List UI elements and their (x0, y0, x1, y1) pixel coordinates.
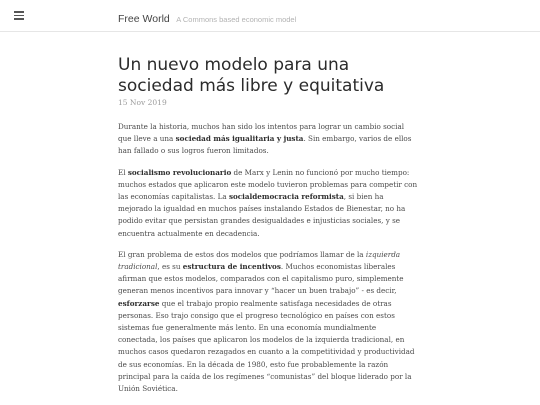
site-brand (118, 9, 296, 27)
site-tagline: A Commons based economic model (176, 15, 297, 24)
paragraph-3 (118, 249, 418, 395)
paragraph-1 (118, 121, 418, 158)
post-date: 15 Nov 2019 (118, 98, 167, 107)
text: de Marx y Lenin no funcionó por mucho tiempo: muchos estados que aplicaron este modelo tuvieron problemas para competir con las economías capitalistas. La (118, 167, 418, 202)
text: , es su (157, 262, 183, 272)
text: que el trabajo propio realmente satisfaga necesidades de otras personas. Eso trajo consigo que el progreso tecnológico en países con estos sistemas fue generalmente más lento. En una economía mundialmente conectada, los países que aplicaron los modelos de la izquierda tradicional, en muchos casos quedaron rezagados en cuanto a la competitividad y productividad de sus economías. En la década de 1980, esto fue probablemente la razón principal para la caída de los regímenes “comunistas” del bloque liderado por la Unión Soviética. (118, 298, 415, 394)
text: , si bien ha mejorado la igualdad en muchos países instalando Estados de Bienestar, no ha podido evitar que persistan grandes desigualdades e injusticias sociales, y se encuentra actualmente en decadencia. (118, 192, 406, 238)
text: Durante la historia, muchos han sido los intentos para lograr un cambio social que lleve a una (118, 122, 405, 144)
italic-phrase: izquierda tradicional (118, 249, 401, 272)
post-title: Un nuevo modelo para una sociedad más libre y equitativa (118, 55, 385, 96)
bold-phrase: estructura de incentivos (182, 262, 281, 272)
text: . Muchos economistas liberales afirman que estos modelos, comparados con el capitalismo puro, simplemente generan menos incentivos para innovar y “hacer un buen trabajo” - es decir, (118, 262, 404, 296)
text: . Sin embargo, varios de ellos han fallado o sus logros fueron limitados. (118, 134, 412, 156)
top-navigation-bar (0, 0, 540, 32)
post-content (118, 55, 418, 404)
site-title[interactable]: Free World (118, 13, 170, 25)
text: El (118, 167, 128, 177)
bold-phrase: socialismo revolucionario (127, 167, 232, 177)
text: El gran problema de estos dos modelos que podríamos llamar de la (118, 249, 366, 259)
bold-phrase: sociedad más igualitaria y justa (175, 134, 304, 144)
bold-phrase: socialdemocracia reformista (228, 192, 344, 202)
hamburger-menu-icon[interactable] (14, 11, 24, 19)
bold-phrase: esforzarse (118, 298, 160, 308)
paragraph-2 (118, 167, 418, 240)
